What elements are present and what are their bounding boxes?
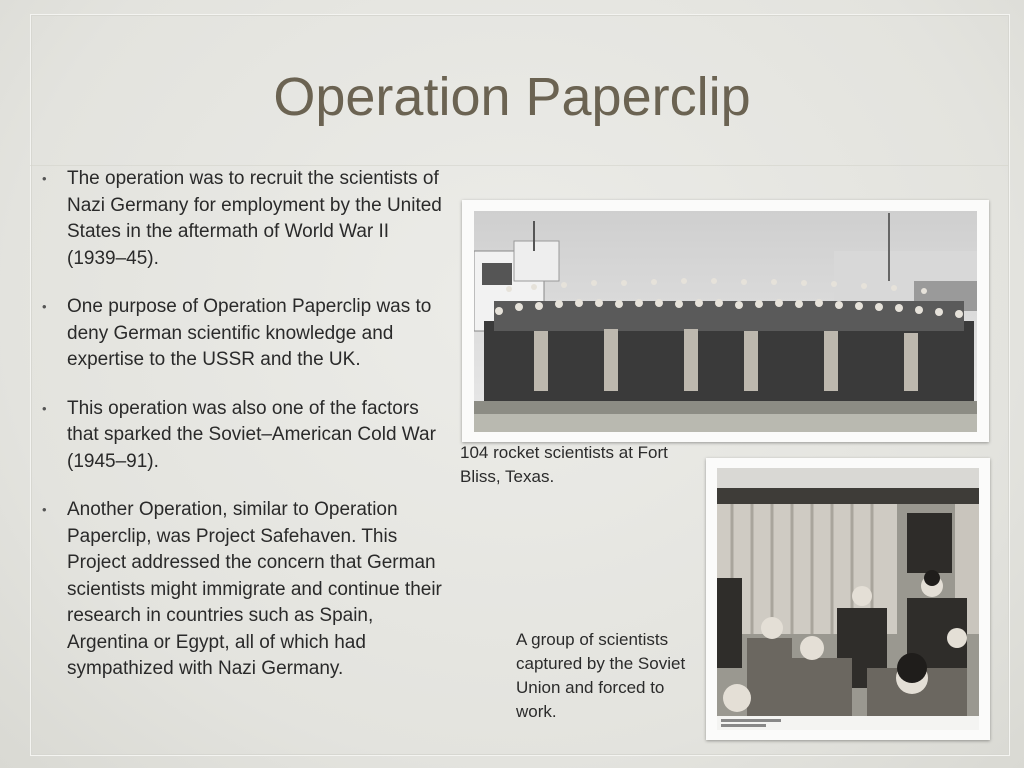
captured-scientists-photo: [717, 468, 979, 730]
bullet-list: [40, 166, 450, 705]
bullet-text: The operation was to recruit the scientists of Nazi Germany for employment by the United States in the aftermath of World War II (1939–45).: [67, 168, 442, 269]
slide-title: Operation Paperclip: [273, 67, 751, 127]
bullet-text: Another Operation, similar to Operation Paperclip, was Project Safehaven. This Project addressed the concern that German scientists might immigrate and continue their research in countries such as Spain, Argentina or Egypt, all of which had sympathized with Nazi Germany.: [67, 499, 442, 679]
bullet-icon: •: [42, 299, 47, 314]
photo-caption-captured-scientists: A group of scientists captured by the Soviet Union and forced to work.: [516, 630, 686, 721]
photo-frame-captured-scientists: [706, 458, 990, 740]
bullet-icon: •: [42, 171, 47, 186]
bullet-item: [40, 396, 450, 476]
bullet-item: [40, 166, 450, 272]
bullet-text: This operation was also one of the factors that sparked the Soviet–American Cold War (1945–91).: [67, 397, 436, 472]
bullet-item: [40, 294, 450, 374]
rocket-scientists-photo: [474, 211, 977, 432]
bullet-item: [40, 497, 450, 683]
bullet-text: One purpose of Operation Paperclip was to deny German scientific knowledge and expertise to the USSR and the UK.: [67, 296, 432, 370]
photo-caption-rocket-scientists: 104 rocket scientists at Fort Bliss, Texas.: [460, 443, 668, 486]
bullet-icon: •: [42, 400, 47, 416]
bullet-icon: •: [42, 502, 47, 517]
photo-frame-rocket-scientists: [462, 200, 989, 442]
